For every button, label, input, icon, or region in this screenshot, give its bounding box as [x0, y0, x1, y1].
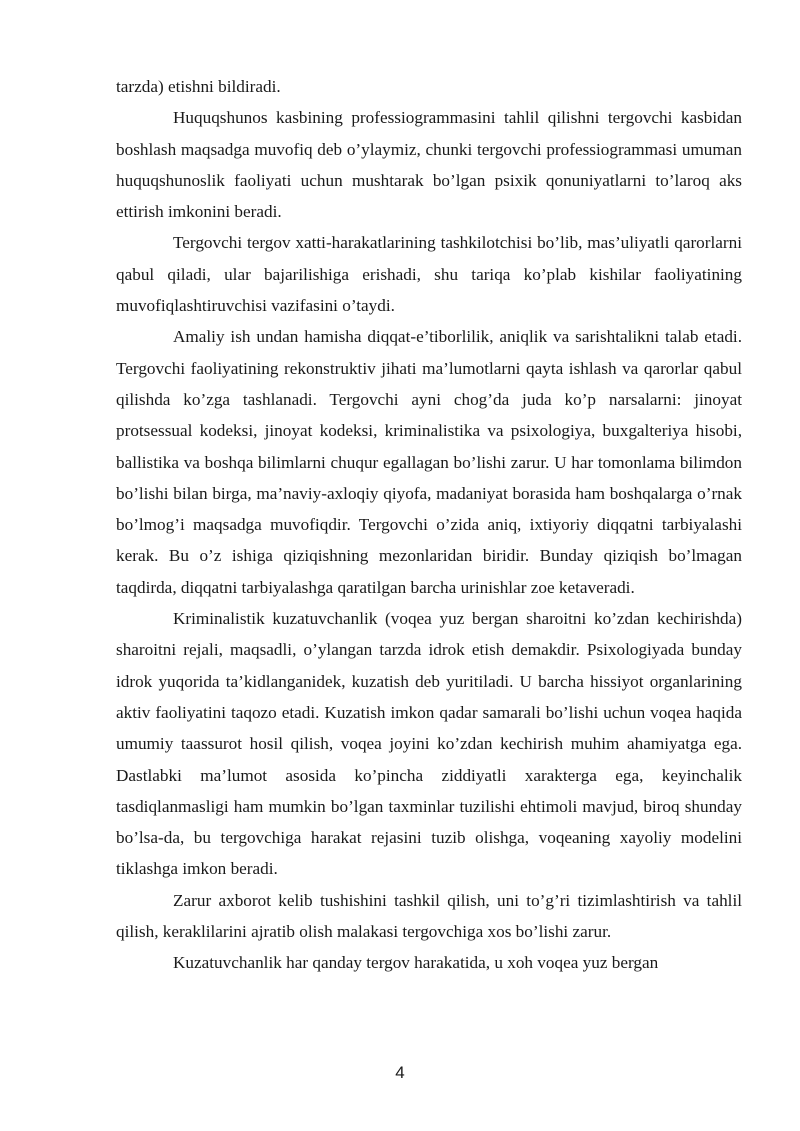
paragraph-information-organization: Zarur axborot kelib tushishini tashkil qilish, uni to’g’ri tizimlashtirish va tahlil qilish, keraklilarini ajratib olish malakasi tergovchiga xos bo’lishi zarur. [116, 890, 742, 942]
paragraph-observation-continued: Kuzatuvchanlik har qanday tergov harakatida, u xoh voqea yuz bergan [173, 953, 659, 973]
page-number: 4 [395, 1063, 405, 1082]
paragraph-practical-work: Amaliy ish undan hamisha diqqat-e’tiborlilik, aniqlik va sarishtalikni talab etadi. Tergovchi faoliyatining rekonstruktiv jihati ma’lumotlarni qayta ishlash va qarorlar qabul qilishda ko’zga tashlanadi. Tergovchi ayni chog’da juda ko’p narsalarni: jinoyat protsessual kodeksi, jinoyat kodeksi, kriminalistika va psixologiya, buxgalteriya hisobi, ballistika va boshqa bilimlarni chuqur egallagan bo’lishi zarur. U har tomonlama bilimdon bo’lishi bilan birga, ma’naviy-axloqiy qiyofa, madaniyat borasida ham boshqalarga o’rnak bo’lmog’i maqsadga muvofiqdir. Tergovchi o’zida aniq, ixtiyoriy diqqatni tarbiyalashi kerak. Bu o’z ishiga qiziqishning mezonlaridan biridir. Bunday qiziqish bo’lmagan taqdirda, diqqatni tarbiyalashga qaratilgan barcha urinishlar zoe ketaveradi. [116, 327, 742, 597]
paragraph-continuation: tarzda) etishni bildiradi. [116, 77, 281, 96]
paragraph-criminalistic-observation: Kriminalistik kuzatuvchanlik (voqea yuz bergan sharoitni ko’zdan kechirishda) sharoitni rejali, maqsadli, o’ylangan tarzda idrok etish demakdir. Psixologiyada bunday idrok yuqorida ta’kidlanganidek, kuzatish deb yuritiladi. U barcha hissiyot organlarining aktiv faoliyatini taqozo etadi. Kuzatish imkon qadar samarali bo’lishi uchun voqea haqida umumiy taassurot hosil qilish, voqea joyini ko’zdan kechirish muhim ahamiyatga ega. Dastlabki ma’lumot asosida ko’pincha ziddiyatli xarakterga ega, keyinchalik tasdiqlanmasligi ham mumkin bo’lgan taxminlar tuzilishi ehtimoli mavjud, biroq shunday bo’lsa-da, bu tergovchiga harakat rejasini tuzib olishga, voqeaning xayoliy modelini tiklashga imkon beradi. [116, 609, 742, 879]
body-text [116, 71, 742, 979]
paragraph-investigator-organizer: Tergovchi tergov xatti-harakatlarining tashkilotchisi bo’lib, mas’uliyatli qarorlarni qabul qiladi, ular bajarilishiga erishadi, shu tariqa ko’plab kishilar faoliyatining muvofiqlashtiruvchisi vazifasini o’taydi. [116, 233, 742, 316]
paragraph-professiogram: Huquqshunos kasbining professiogrammasini tahlil qilishni tergovchi kasbidan boshlash maqsadga muvofiq deb o’ylaymiz, chunki tergovchi professiogrammasi umuman huquqshunoslik faoliyati uchun mushtarak bo’lgan psixik qonuniyatlarni to’laroq aks ettirish imkonini beradi. [116, 108, 742, 222]
